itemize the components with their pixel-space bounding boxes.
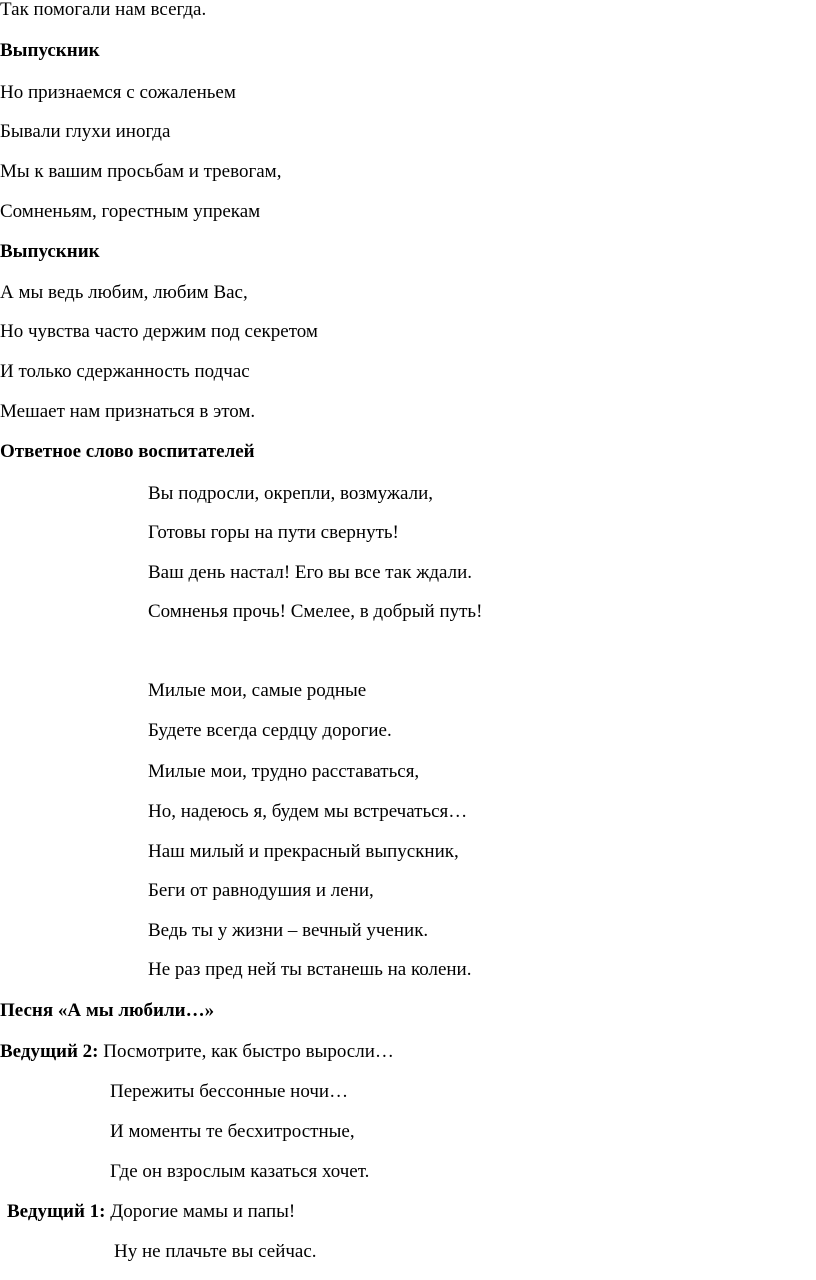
verse-line: Не раз пред ней ты встанешь на колени. xyxy=(148,959,472,980)
text-line: Но чувства часто держим под секретом xyxy=(0,321,318,342)
text-line: И только сдержанность подчас xyxy=(0,361,250,382)
verse-line: Ну не плачьте вы сейчас. xyxy=(114,1241,317,1262)
verse-line: Ваш день настал! Его вы все так ждали. xyxy=(148,562,473,583)
speaker-label: Ведущий 1: xyxy=(7,1201,106,1222)
speaker-line xyxy=(0,1040,394,1064)
verse-line: И моменты те бесхитростные, xyxy=(110,1121,355,1142)
verse-line: Беги от равнодушия и лени, xyxy=(148,880,374,901)
verse-line: Ведь ты у жизни – вечный ученик. xyxy=(148,920,429,941)
verse-line: Пережиты бессонные ночи… xyxy=(110,1081,349,1102)
verse-line: Наш милый и прекрасный выпускник, xyxy=(148,841,459,862)
verse-line: Будете всегда сердцу дорогие. xyxy=(148,720,392,741)
speaker-heading: Выпускник xyxy=(0,40,100,61)
text-line: Бывали глухи иногда xyxy=(0,121,171,142)
text-line: Мешает нам признаться в этом. xyxy=(0,401,256,422)
text-line: Мы к вашим просьбам и тревогам, xyxy=(0,161,282,182)
text-line: Но признаемся с сожаленьем xyxy=(0,82,236,103)
verse-line: Милые мои, трудно расставаться, xyxy=(148,761,420,782)
speaker-label: Ведущий 2: xyxy=(0,1041,99,1062)
verse-line: Готовы горы на пути свернуть! xyxy=(148,522,399,543)
speaker-text: Дорогие мамы и папы! xyxy=(105,1201,296,1222)
speaker-line xyxy=(7,1200,295,1224)
speaker-text: Посмотрите, как быстро выросли… xyxy=(98,1041,394,1062)
text-line: А мы ведь любим, любим Вас, xyxy=(0,282,248,303)
verse-line: Но, надеюсь я, будем мы встречаться… xyxy=(148,801,468,822)
verse-line: Где он взрослым казаться хочет. xyxy=(110,1161,370,1182)
verse-line: Милые мои, самые родные xyxy=(148,680,367,701)
verse-line: Сомненья прочь! Смелее, в добрый путь! xyxy=(148,601,483,622)
text-line: Так помогали нам всегда. xyxy=(0,0,207,20)
section-heading: Ответное слово воспитателей xyxy=(0,441,255,462)
verse-line: Вы подросли, окрепли, возмужали, xyxy=(148,483,433,504)
text-line: Сомненьям, горестным упрекам xyxy=(0,201,261,222)
speaker-heading: Выпускник xyxy=(0,241,100,262)
song-heading: Песня «А мы любили…» xyxy=(0,1000,215,1021)
